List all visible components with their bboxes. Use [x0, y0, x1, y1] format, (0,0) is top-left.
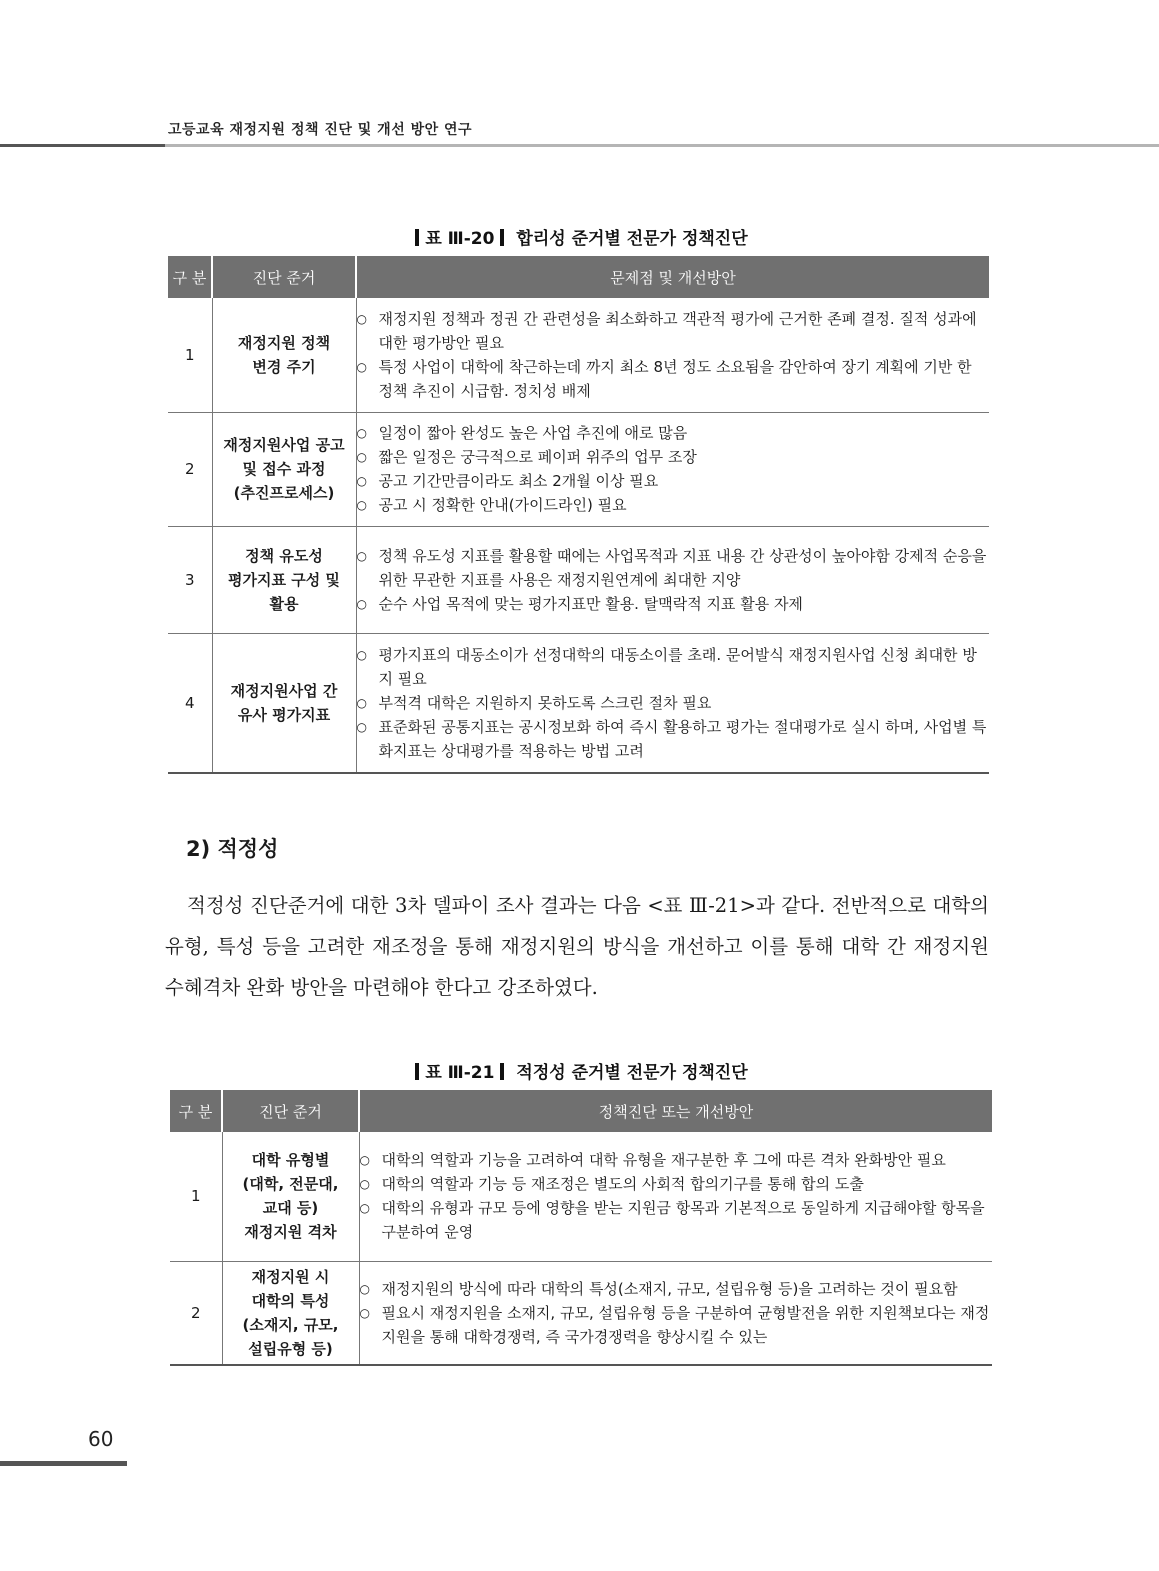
caption-bar-right — [500, 229, 504, 246]
table-row — [168, 298, 989, 412]
table1 — [168, 256, 989, 774]
body-paragraph: 적정성 진단준거에 대한 3차 델파이 조사 결과는 다음 <표 Ⅲ-21>과 같다. 전반적으로 대학의 유형, 특성 등을 고려한 재조정을 통해 재정지원의 방식을 개선하고 이를 통해 대학 간 재정지원 수혜격차 완화 방안을 마련해야 한다고 강조하였다. — [165, 894, 989, 999]
list-item: ○ 공고 시 정확한 안내(가이드라인) 필요 — [357, 493, 990, 517]
row-items — [356, 412, 989, 526]
caption-bar-right — [500, 1063, 504, 1080]
row-items — [356, 298, 989, 412]
row-number: 1 — [168, 298, 212, 412]
table-row — [168, 633, 989, 773]
list-item: ○ 순수 사업 목적에 맞는 평가지표만 활용. 탈맥락적 지표 활용 자제 — [357, 592, 990, 616]
row-number: 2 — [168, 412, 212, 526]
table1-header-no: 구 분 — [168, 256, 212, 298]
list-item: ○ 대학의 역할과 기능을 고려하여 대학 유형을 재구분한 후 그에 따른 격차 완화방안 필요 — [360, 1148, 993, 1172]
caption-bar-left — [415, 1063, 419, 1080]
criterion-text: 재정지원사업 공고 및 접수 과정 (추진프로세스) — [223, 436, 345, 502]
list-item: ○ 대학의 역할과 기능 등 재조정은 별도의 사회적 합의기구를 통해 합의 도출 — [360, 1172, 993, 1196]
criterion-text: 재정지원사업 간 유사 평가지표 — [230, 681, 338, 724]
section-title: 2) 적정성 — [186, 837, 279, 861]
table-row — [170, 1132, 992, 1261]
criterion-text: 재정지원 시 대학의 특성 (소재지, 규모, 설립유형 등) — [242, 1267, 339, 1358]
table-row — [168, 526, 989, 633]
table2-caption-label: 표 Ⅲ-21 — [425, 1063, 495, 1083]
table2-caption-title: 적정성 준거별 전문가 정책진단 — [516, 1063, 748, 1083]
table2-header-no: 구 분 — [170, 1090, 222, 1132]
list-item: ○ 공고 기간만큼이라도 최소 2개월 이상 필요 — [357, 469, 990, 493]
list-item: ○ 표준화된 공통지표는 공시정보화 하여 즉시 활용하고 평가는 절대평가로 실시 하며, 사업별 특화지표는 상대평가를 적용하는 방법 고려 — [357, 715, 990, 763]
row-number: 2 — [170, 1261, 222, 1365]
row-number: 1 — [170, 1132, 222, 1261]
table-row — [170, 1261, 992, 1365]
row-items — [356, 526, 989, 633]
table1-header-items: 문제점 및 개선방안 — [356, 256, 989, 298]
row-items — [359, 1132, 992, 1261]
list-item: ○ 재정지원의 방식에 따라 대학의 특성(소재지, 규모, 설립유형 등)을 고려하는 것이 필요함 — [360, 1277, 993, 1301]
table1-header-criterion: 진단 준거 — [212, 256, 356, 298]
list-item: ○ 평가지표의 대동소이가 선정대학의 대동소이를 초래. 문어발식 재정지원사업 신청 최대한 방지 필요 — [357, 643, 990, 691]
row-criterion — [222, 1132, 359, 1261]
table-row — [168, 412, 989, 526]
row-criterion — [212, 412, 356, 526]
list-item: ○ 특정 사업이 대학에 착근하는데 까지 최소 8년 정도 소요됨을 감안하여 장기 계획에 기반 한 정책 추진이 시급함. 정치성 배제 — [357, 355, 990, 403]
row-criterion — [222, 1261, 359, 1365]
list-item: ○ 필요시 재정지원을 소재지, 규모, 설립유형 등을 구분하여 균형발전을 위한 지원책보다는 재정지원을 통해 대학경쟁력, 즉 국가경쟁력을 향상시킬 수 있는 — [360, 1301, 993, 1349]
list-item: ○ 정책 유도성 지표를 활용할 때에는 사업목적과 지표 내용 간 상관성이 높아야함 강제적 순응을 위한 무관한 지표를 사용은 재정지원연계에 최대한 지양 — [357, 544, 990, 592]
row-number: 4 — [168, 633, 212, 773]
row-criterion — [212, 298, 356, 412]
table1-caption — [168, 224, 989, 249]
table2-header-criterion: 진단 준거 — [222, 1090, 359, 1132]
table2-caption — [168, 1058, 989, 1083]
list-item: ○ 짧은 일정은 궁극적으로 페이퍼 위주의 업무 조장 — [357, 445, 990, 469]
header-rule-accent — [0, 144, 165, 147]
table1-caption-title: 합리성 준거별 전문가 정책진단 — [516, 229, 748, 249]
table2 — [170, 1090, 992, 1366]
row-criterion — [212, 633, 356, 773]
list-item: ○ 일정이 짧아 완성도 높은 사업 추진에 애로 많음 — [357, 421, 990, 445]
list-item: ○ 재정지원 정책과 정권 간 관련성을 최소화하고 객관적 평가에 근거한 존폐 결정. 질적 성과에 대한 평가방안 필요 — [357, 307, 990, 355]
table2-header-items: 정책진단 또는 개선방안 — [359, 1090, 992, 1132]
footer-rule — [0, 1461, 127, 1466]
table1-caption-label: 표 Ⅲ-20 — [425, 229, 495, 249]
row-number: 3 — [168, 526, 212, 633]
criterion-text: 대학 유형별 (대학, 전문대, 교대 등) 재정지원 격차 — [242, 1151, 339, 1242]
row-criterion — [212, 526, 356, 633]
list-item: ○ 대학의 유형과 규모 등에 영향을 받는 지원금 항목과 기본적으로 동일하게 지급해야할 항목을 구분하여 운영 — [360, 1196, 993, 1244]
header-rule — [0, 144, 1159, 147]
criterion-text: 재정지원 정책 변경 주기 — [237, 333, 331, 376]
row-items — [359, 1261, 992, 1365]
list-item: ○ 부적격 대학은 지원하지 못하도록 스크린 절차 필요 — [357, 691, 990, 715]
caption-bar-left — [415, 229, 419, 246]
row-items — [356, 633, 989, 773]
criterion-text: 정책 유도성 평가지표 구성 및 활용 — [228, 546, 340, 613]
running-header: 고등교육 재정지원 정책 진단 및 개선 방안 연구 — [168, 122, 473, 138]
page-number: 60 — [88, 1427, 114, 1451]
